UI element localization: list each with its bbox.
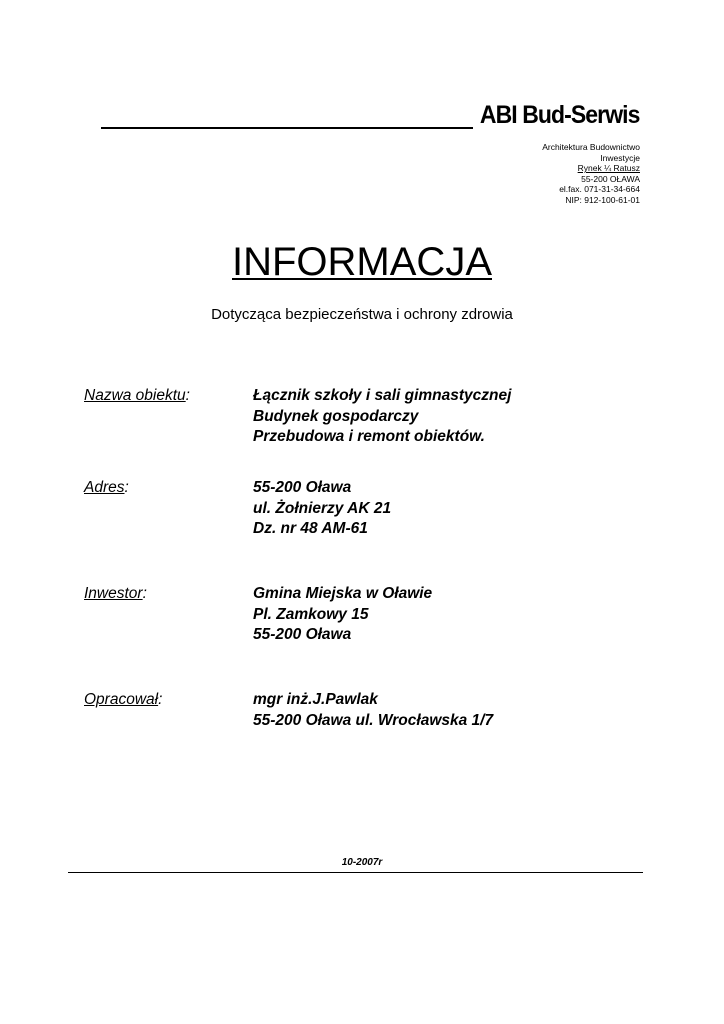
section-value-line: mgr inż.J.Pawlak <box>253 691 378 708</box>
company-line: Inwestycje <box>600 152 640 163</box>
section-label: Inwestor: <box>84 585 147 602</box>
section-label: Nazwa obiektu: <box>84 387 190 404</box>
company-line: el.fax. 071-31-34-664 <box>559 184 640 195</box>
section-values <box>253 690 493 731</box>
section-label-text: Inwestor <box>84 585 143 602</box>
section-values <box>253 386 511 448</box>
section-value-line: 55-200 Oława ul. Wrocławska 1/7 <box>253 711 494 729</box>
company-address-block <box>542 142 640 206</box>
footer-rule <box>68 872 643 873</box>
section-value-line: Pl. Zamkowy 15 <box>253 605 369 623</box>
section-value-line: Przebudowa i remont obiektów. <box>253 428 485 445</box>
section-value-line: 55-200 Oława <box>253 479 352 496</box>
company-line: Architektura Budownictwo <box>542 142 640 152</box>
document-subtitle: Dotycząca bezpieczeństwa i ochrony zdrowia <box>211 306 513 323</box>
section-value-line: Budynek gospodarczy <box>253 407 419 425</box>
document-title-text: INFORMACJA <box>232 240 492 284</box>
section-label-text: Nazwa obiektu <box>84 387 186 404</box>
section-label-text: Opracował <box>84 691 159 708</box>
section-value-line: Gmina Miejska w Oławie <box>253 585 433 602</box>
header-rule <box>101 127 473 129</box>
section-value-line: ul. Żołnierzy AK 21 <box>253 499 392 517</box>
company-logo-text: ABI Bud-Serwis <box>480 101 640 129</box>
section-values <box>253 584 432 646</box>
section-values <box>253 478 391 540</box>
section-value-line: 55-200 Oława <box>253 626 352 643</box>
footer-date: 10-2007r <box>341 857 383 868</box>
section-value-line: Dz. nr 48 AM-61 <box>253 520 368 537</box>
company-line: 55-200 OŁAWA <box>581 173 640 184</box>
section-label: Adres: <box>84 479 129 496</box>
document-title <box>0 238 724 286</box>
section-label-text: Adres <box>84 479 125 496</box>
section-label: Opracował: <box>84 691 163 708</box>
company-line: NIP: 912-100-61-01 <box>565 194 640 205</box>
section-value-line: Łącznik szkoły i sali gimnastycznej <box>253 387 512 404</box>
company-line: Rynek ¼ Ratusz <box>577 163 640 174</box>
